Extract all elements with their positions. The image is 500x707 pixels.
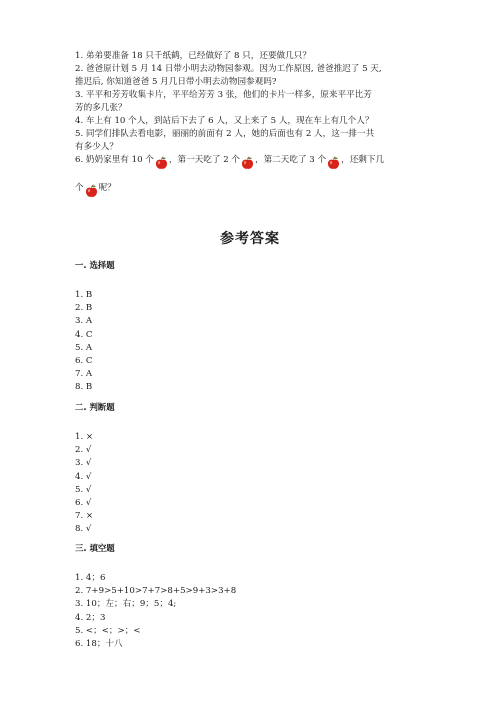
- section-choice-title: 一. 选择题: [75, 260, 115, 270]
- section-choice-list: [75, 289, 115, 395]
- section-fill: [75, 542, 236, 651]
- answer-item: 8. B: [75, 382, 93, 393]
- section-fill-list: [75, 572, 236, 651]
- problem-2-line-2: 推迟后, 你知道爸爸 5 月几日带小明去动物园参观吗?: [75, 77, 277, 87]
- answer-item: 2. B: [75, 303, 93, 314]
- answer-item: 1. B: [75, 290, 93, 300]
- answer-item: 2. √: [75, 445, 92, 456]
- answer-item: 5. A: [75, 342, 93, 353]
- problem-6-text-5: 个: [75, 183, 84, 193]
- section-judge-title: 二. 判断题: [75, 402, 115, 412]
- answer-item: 3. 10；左；右；9；5；4;: [75, 599, 177, 610]
- answer-item: 3. √: [75, 458, 92, 469]
- answer-item: 2. 7+9>5+10>7+7>8+5>9+3>3+8: [75, 586, 237, 597]
- problem-5-line-2: 有多少人？: [75, 142, 118, 152]
- problem-5-line-1: 5. 同学们排队去看电影，丽丽的前面有 2 人，她的后面也有 2 人，这一排一共: [75, 129, 375, 139]
- problem-6-text-2: ，第一天吃了 2 个: [168, 155, 240, 165]
- answer-item: 7. ×: [75, 511, 94, 522]
- problem-4: 4. 车上有 10 个人，到站后下去了 6 人，又上来了 5 人，现在车上有几个人？: [75, 116, 374, 126]
- problem-1: 1. 弟弟要准备 18 只千纸鹤，已经做好了 8 只，还要做几只？: [75, 51, 311, 61]
- problem-2-line-1: 2. 爸爸原计划 5 月 14 日带小明去动物园参观。因为工作原因, 爸爸推迟了 5 天,: [75, 64, 382, 74]
- answer-item: 5. √: [75, 484, 92, 495]
- problem-3-line-2: 芳的多几张？: [75, 103, 127, 113]
- problem-6-line-2: [75, 182, 435, 204]
- answer-item: 6. √: [75, 497, 92, 508]
- answer-item: 1. 4；6: [75, 573, 106, 583]
- problem-3-line-1: 3. 平平和芳芳收集卡片，平平给芳芳 3 张，他们的卡片一样多，原来平平比芳: [75, 90, 372, 100]
- answer-item: 1. ×: [75, 432, 94, 442]
- section-judge: [75, 401, 115, 537]
- problem-6: [75, 154, 435, 204]
- answer-item: 7. A: [75, 369, 93, 380]
- apple-icon: [241, 156, 254, 170]
- answer-item: 4. √: [75, 471, 92, 482]
- answers-title: 参考答案: [220, 231, 280, 247]
- answer-item: 5. <；<；>；<: [75, 625, 141, 636]
- section-choice: [75, 259, 115, 395]
- answer-item: 4. 2；3: [75, 612, 106, 623]
- apple-icon: [327, 156, 340, 170]
- problem-6-text-6: 呢？: [98, 183, 116, 193]
- answer-item: 8. √: [75, 524, 92, 535]
- answer-item: 4. C: [75, 329, 93, 340]
- problem-6-line-1: [75, 154, 435, 182]
- problem-6-text-3: ，第二天吃了 3 个: [255, 155, 327, 165]
- problem-6-text-4: ，还剩下几: [341, 155, 385, 165]
- answer-item: 6. 18；十八: [75, 638, 123, 649]
- apple-icon: [85, 184, 98, 198]
- section-fill-title: 三. 填空题: [75, 543, 115, 553]
- answer-item: 6. C: [75, 355, 93, 366]
- problem-6-text-1: 6. 奶奶家里有 10 个: [75, 155, 154, 165]
- answer-item: 3. A: [75, 316, 93, 327]
- section-judge-list: [75, 431, 115, 537]
- apple-icon: [155, 156, 168, 170]
- problem-list: [75, 50, 435, 204]
